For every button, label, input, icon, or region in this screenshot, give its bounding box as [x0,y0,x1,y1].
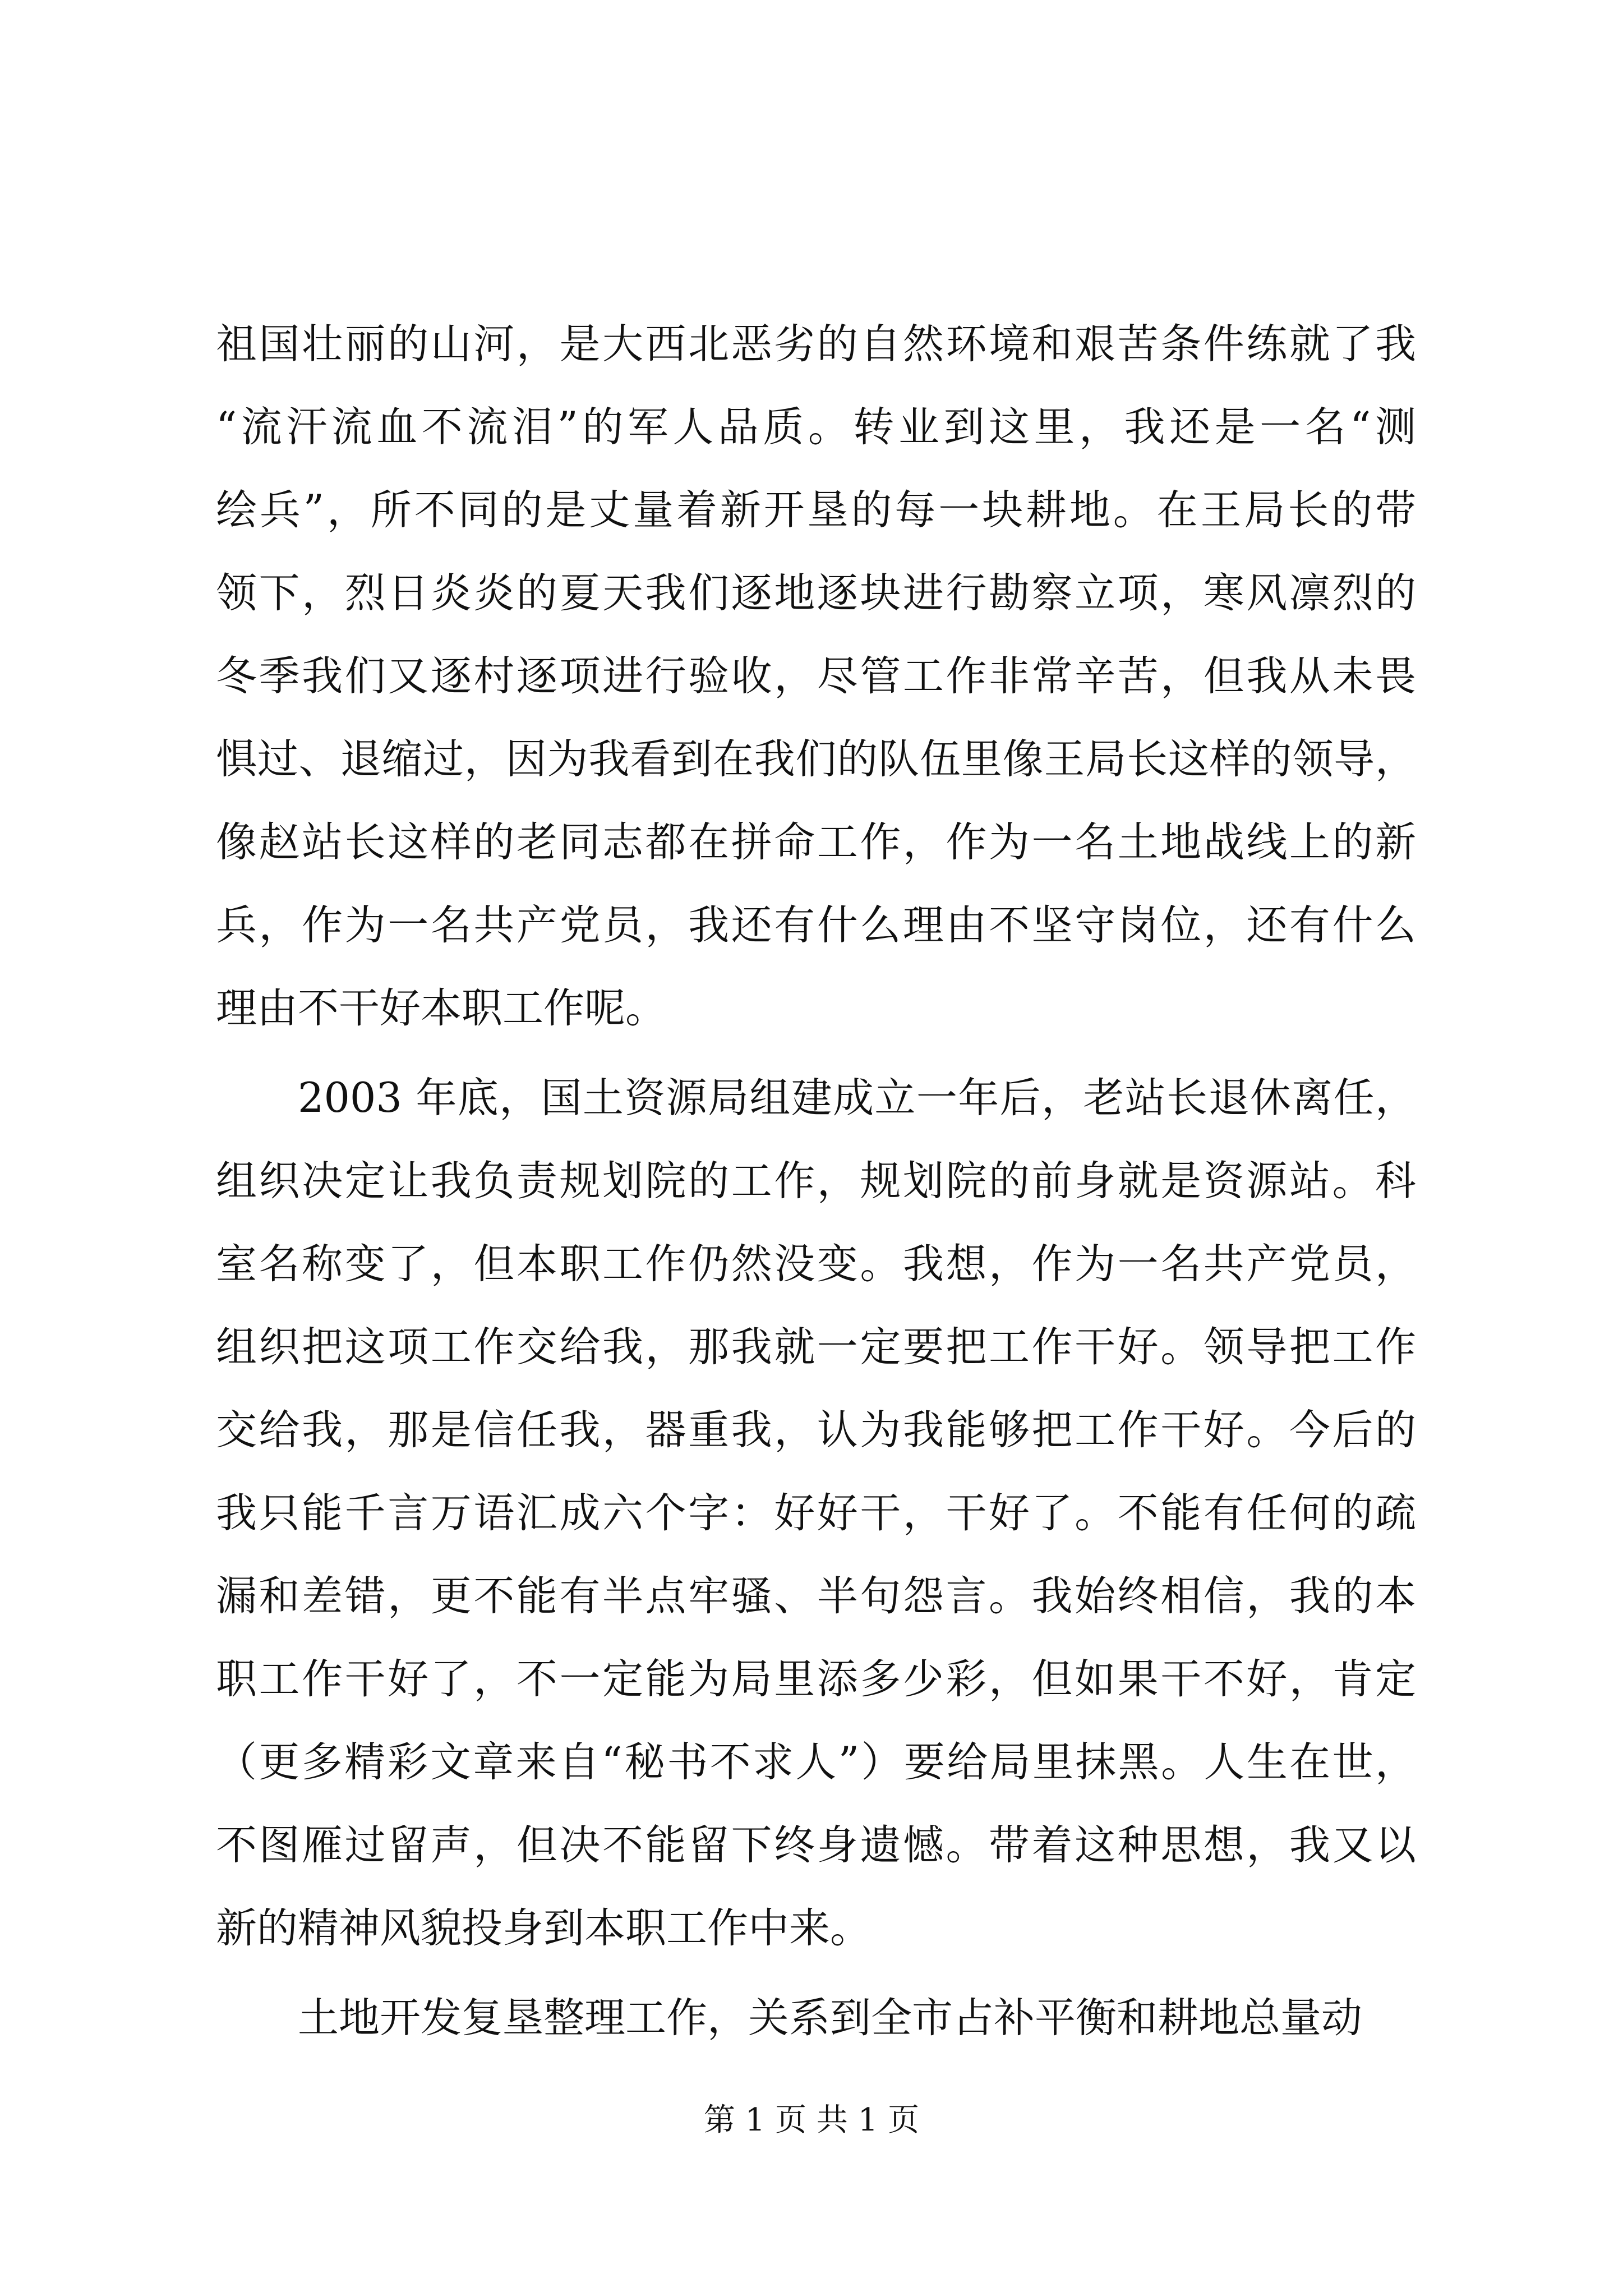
text-line: 组织决定让我负责规划院的工作，规划院的前身就是资源站。科 [216,1157,1416,1205]
page-footer: 第 1 页 共 1 页 [703,2102,920,2138]
paragraph [216,303,1416,1050]
text-line: 漏和差错，更不能有半点牢骚、半句怨言。我始终相信，我的本 [216,1572,1416,1620]
paragraph [216,1977,1416,2060]
text-line: 我只能千言万语汇成六个字：好好干，干好了。不能有任何的疏 [216,1489,1416,1537]
text-line: 室名称变了，但本职工作仍然没变。我想，作为一名共产党员， [216,1240,1416,1288]
text-line: 领下，烈日炎炎的夏天我们逐地逐块进行勘察立项，寒风凛烈的 [216,569,1416,617]
text-line: 新的精神风貌投身到本职工作中来。 [216,1904,871,1952]
text-line: 像赵站长这样的老同志都在拼命工作，作为一名土地战线上的新 [216,818,1416,866]
text-line: 2003 年底，国土资源局组建成立一年后，老站长退休离任， [298,1074,1416,1122]
text-line: 惧过、退缩过，因为我看到在我们的队伍里像王局长这样的领导， [216,735,1416,783]
text-line: “流汗流血不流泪”的军人品质。转业到这里，我还是一名“测 [216,403,1416,451]
text-line: 祖国壮丽的山河，是大西北恶劣的自然环境和艰苦条件练就了我 [216,320,1416,368]
text-line: 兵，作为一名共产党员，我还有什么理由不坚守岗位，还有什么 [216,901,1416,949]
text-line: 绘兵”，所不同的是丈量着新开垦的每一块耕地。在王局长的带 [216,486,1416,534]
text-line: （更多精彩文章来自“秘书不求人”）要给局里抹黑。人生在世， [216,1738,1416,1786]
text-line: 土地开发复垦整理工作，关系到全市占补平衡和耕地总量动 [298,1994,1362,2042]
paragraph [216,1057,1416,1970]
text-line: 冬季我们又逐村逐项进行验收，尽管工作非常辛苦，但我从未畏 [216,652,1416,700]
text-line: 不图雁过留声，但决不能留下终身遗憾。带着这种思想，我又以 [216,1821,1416,1869]
body-text [216,303,1416,2060]
text-line: 职工作干好了，不一定能为局里添多少彩，但如果干不好，肯定 [216,1655,1416,1703]
text-line: 理由不干好本职工作呢。 [216,984,666,1032]
text-line: 交给我，那是信任我，器重我，认为我能够把工作干好。今后的 [216,1406,1416,1454]
text-line: 组织把这项工作交给我，那我就一定要把工作干好。领导把工作 [216,1323,1416,1371]
